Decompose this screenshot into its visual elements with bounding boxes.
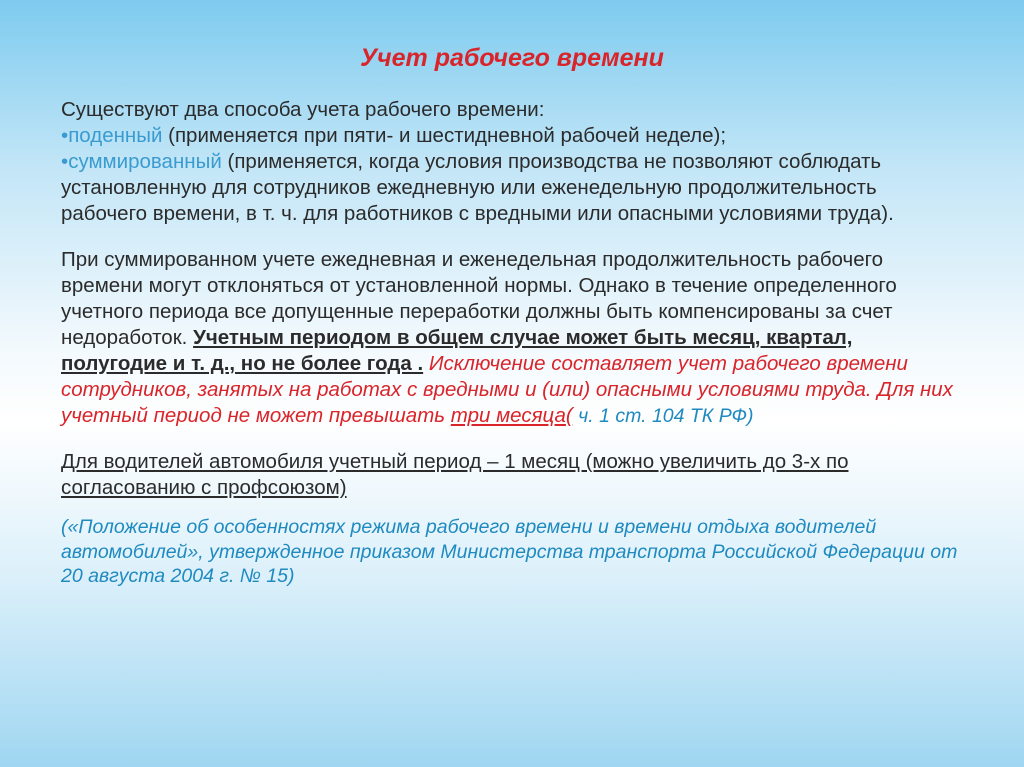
regulation-citation: («Положение об особенностях режима рабочего времени и времени отдыха водителей автомобилей», утвержденное приказом Министерства транспорта Российской Федерации от 20 августа 2004 г. № 15) — [61, 516, 958, 587]
bullet-summed-text: (применяется, когда условия производства не позволяют соблюдать установленную для сотрудников ежедневную или еженедельную продолжительность рабочего времени, в т. ч. для работников с вредными или опасными условиями труда). — [61, 150, 894, 225]
slide-title: Учет рабочего времени — [360, 44, 664, 72]
intro-text: Существуют два способа учета рабочего времени: — [61, 98, 545, 121]
summed-paragraph — [61, 247, 961, 429]
bullet-daily-term: поденный — [68, 124, 163, 147]
slide-body — [61, 97, 961, 589]
bullet-daily-mark: • — [61, 124, 69, 147]
three-months-text: три месяца — [450, 404, 566, 427]
summed-paragraph-text: При суммированном учете ежедневная и еженедельная продолжительность рабочего времени могут отклоняться от установленной нормы. Однако в течение определенного учетного периода все допущенные переработки должны быть компенсированы за счет недоработок. — [61, 248, 897, 349]
bullet-summed-mark: • — [61, 150, 69, 173]
bullet-daily-text: (применяется при пяти- и шестидневной рабочей неделе); — [162, 124, 727, 147]
labor-code-reference: ч. 1 ст. 104 ТК РФ) — [572, 405, 754, 427]
exception-text: Исключение составляет учет рабочего времени сотрудников, занятых на работах с вредными и (или) опасными условиями труда. Для них учетный период не может превышать — [61, 352, 953, 427]
bullet-summed-term: суммированный — [68, 150, 222, 173]
drivers-paragraph: Для водителей автомобиля учетный период – 1 месяц (можно увеличить до 3-х по согласованию с профсоюзом) — [61, 450, 849, 499]
accounting-period-bold: Учетным периодом в общем случае может быть месяц, квартал, полугодие и т. д., но не более года . — [61, 326, 853, 375]
reference-open: ( — [565, 404, 573, 427]
bullet-summed — [61, 149, 961, 227]
bullet-daily — [61, 123, 961, 149]
